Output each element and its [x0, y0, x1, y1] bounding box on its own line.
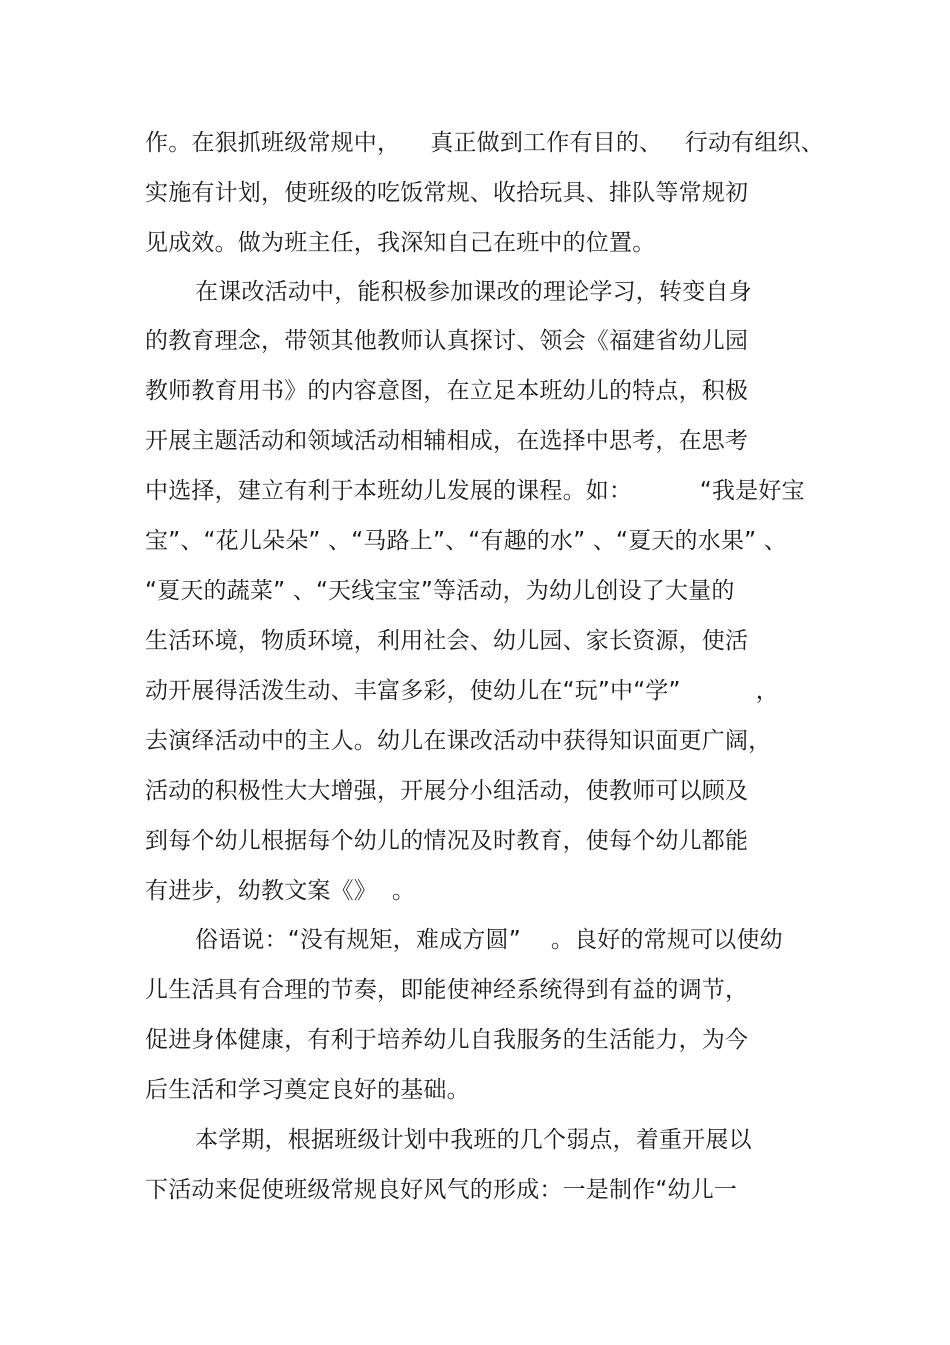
text-line: 促进身体健康，有利于培养幼儿自我服务的生活能力，为今: [145, 1027, 749, 1053]
text-line: 的教育理念，带领其他教师认真探讨、领会《福建省幼儿园: [145, 328, 749, 354]
text-line: 动开展得活泼生动、丰富多彩，使幼儿在“玩”中“学” ，: [145, 678, 779, 704]
text-line: 见成效。做为班主任，我深知自己在班中的位置。: [145, 230, 656, 256]
text-line: 后生活和学习奠定良好的基础。: [145, 1077, 470, 1103]
text-line: 实施有计划，使班级的吃饭常规、收拾玩具、排队等常规初: [145, 180, 749, 206]
text-line: 儿生活具有合理的节奏，即能使神经系统得到有益的调节，: [145, 977, 749, 1003]
paragraph-start-line: 在课改活动中，能积极参加课改的理论学习，转变自身: [195, 279, 752, 305]
text-line: 生活环境，物质环境，利用社会、幼儿园、家长资源，使活: [145, 628, 749, 654]
text-line: 到每个幼儿根据每个幼儿的情况及时教育，使每个幼儿都能: [145, 828, 749, 854]
text-line: 开展主题活动和领域活动相辅相成，在选择中思考，在思考: [145, 428, 749, 454]
text-line: 教师教育用书》的内容意图，在立足本班幼儿的特点，积极: [145, 378, 749, 404]
text-line: 去演绎活动中的主人。幼儿在课改活动中获得知识面更广阔，: [145, 728, 772, 754]
paragraph-start-line: 俗语说：“没有规矩，难成方圆” 。良好的常规可以使幼: [195, 927, 783, 953]
text-line: 下活动来促使班级常规良好风气的形成：一是制作“幼儿一: [145, 1177, 738, 1203]
text-line: 中选择，建立有利于本班幼儿发展的课程。如： “我是好宝: [145, 478, 805, 504]
text-line: 有进步，幼教文案《》 。: [145, 878, 416, 904]
text-line: 活动的积极性大大增强，开展分小组活动，使教师可以顾及: [145, 778, 749, 804]
text-line: 作。在狠抓班级常规中， 真正做到工作有目的、 行动有组织、: [145, 130, 824, 156]
text-line: “夏天的蔬菜” 、“天线宝宝”等活动，为幼儿创设了大量的: [145, 578, 735, 604]
text-line: 宝”、“花儿朵朵” 、“马路上”、“有趣的水” 、“夏天的水果” 、: [145, 528, 787, 554]
paragraph-start-line: 本学期，根据班级计划中我班的几个弱点，着重开展以: [195, 1127, 752, 1153]
